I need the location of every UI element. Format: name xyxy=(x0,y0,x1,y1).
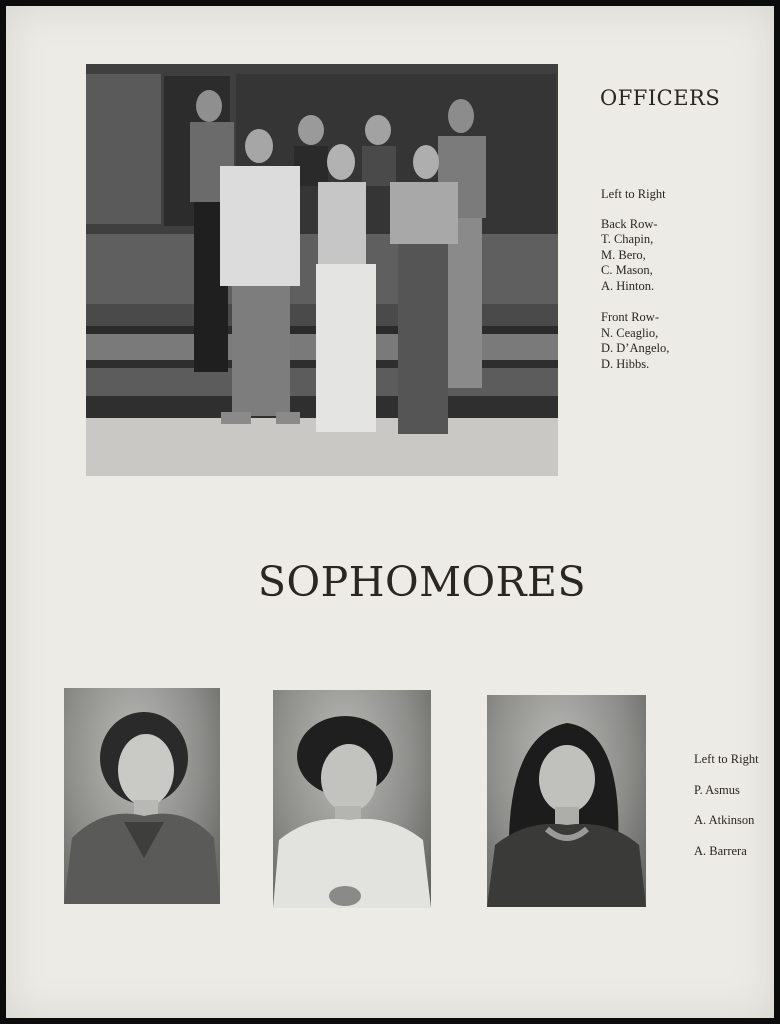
officers-title: OFFICERS xyxy=(600,86,721,110)
back-row-name: C. Mason, xyxy=(601,263,653,277)
section-title: SOPHOMORES xyxy=(257,558,587,606)
sophomore-name: P. Asmus xyxy=(694,782,740,797)
back-row-label: Back Row- xyxy=(601,216,658,231)
front-row-name: D. Hibbs. xyxy=(601,356,650,371)
officers-group-photo xyxy=(86,64,558,476)
back-row-name: A. Hinton. xyxy=(601,278,655,293)
sophomore-name: A. Atkinson xyxy=(694,813,755,827)
back-row-name: M. Bero, xyxy=(601,247,646,262)
yearbook-page xyxy=(6,6,774,1018)
portrait-photo-art xyxy=(487,695,646,907)
portrait-photo-art xyxy=(64,688,220,904)
officers-group-photo-art xyxy=(86,64,558,476)
officers-caption-heading: Left to Right xyxy=(601,187,666,201)
front-row-label: Front Row- xyxy=(601,310,659,324)
officers-caption xyxy=(601,187,669,372)
back-row-name: T. Chapin, xyxy=(601,232,654,246)
portrait-photo xyxy=(64,688,220,904)
portrait-photo xyxy=(487,695,646,907)
front-row-name: N. Ceaglio, xyxy=(601,325,659,340)
sophomore-name: A. Barrera xyxy=(694,843,747,858)
front-row-name: D. D’Angelo, xyxy=(601,341,670,355)
sophomores-caption xyxy=(694,744,759,866)
portrait-photo-art xyxy=(273,690,431,908)
sophomores-caption-heading: Left to Right xyxy=(694,752,759,766)
portrait-photo xyxy=(273,690,431,908)
